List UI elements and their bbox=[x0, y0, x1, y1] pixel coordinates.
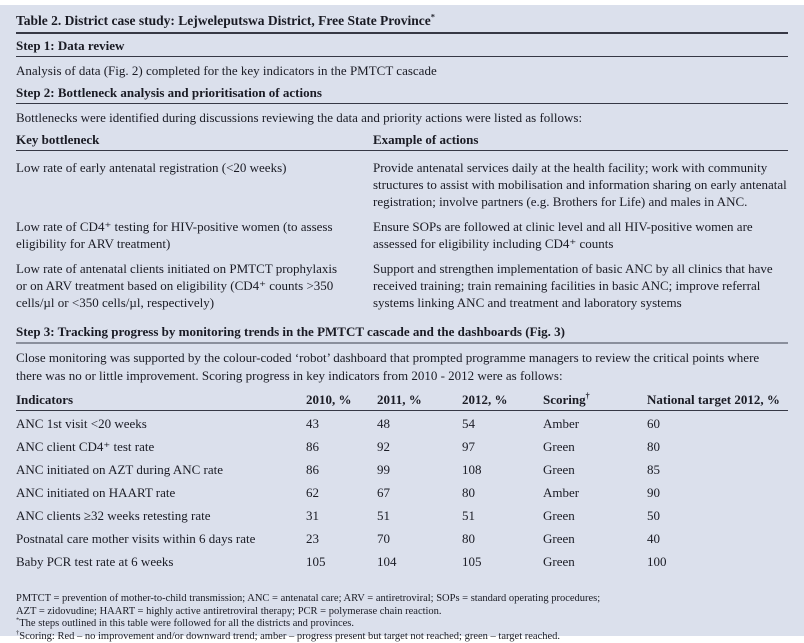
target-cell: 40 bbox=[647, 532, 788, 545]
value-2010: 86 bbox=[306, 463, 377, 476]
value-2012: 54 bbox=[462, 417, 543, 430]
value-2011: 67 bbox=[377, 486, 462, 499]
value-2010: 86 bbox=[306, 440, 377, 453]
step1-heading: Step 1: Data review bbox=[16, 34, 788, 57]
indicator-cell: ANC clients ≥32 weeks retesting rate bbox=[16, 509, 306, 522]
indicator-header-row bbox=[16, 389, 788, 411]
indicator-row bbox=[16, 549, 788, 572]
scoring-column-header: Scoring† bbox=[543, 393, 647, 407]
value-2012: 108 bbox=[462, 463, 543, 476]
bottleneck-row bbox=[16, 252, 788, 311]
indicator-row bbox=[16, 434, 788, 457]
step3-heading: Step 3: Tracking progress by monitoring trends in the PMTCT cascade and the dashboards (Fig. 3) bbox=[16, 319, 788, 344]
abbreviations-line-1: PMTCT = prevention of mother-to-child transmission; ANC = antenatal care; ARV = antiretroviral; SOPs = standard operating procedures; bbox=[16, 593, 788, 606]
abbreviations-line-2: AZT = zidovudine; HAART = highly active antiretroviral therapy; PCR = polymerase chain reaction. bbox=[16, 606, 788, 619]
footnote-steps: *The steps outlined in this table were followed for all the districts and provinces. bbox=[16, 618, 788, 631]
table-title bbox=[16, 5, 788, 34]
example-actions-header: Example of actions bbox=[373, 133, 788, 147]
indicator-cell: Postnatal care mother visits within 6 days rate bbox=[16, 532, 306, 545]
national-target-column-header: National target 2012, % bbox=[647, 393, 788, 407]
indicator-rows bbox=[16, 411, 788, 572]
key-bottleneck-header: Key bottleneck bbox=[16, 133, 373, 147]
target-cell: 60 bbox=[647, 417, 788, 430]
step1-body: Analysis of data (Fig. 2) completed for the key indicators in the PMTCT cascade bbox=[16, 57, 788, 83]
bottleneck-row bbox=[16, 210, 788, 252]
target-cell: 90 bbox=[647, 486, 788, 499]
indicator-cell: ANC client CD4⁺ test rate bbox=[16, 440, 306, 453]
indicators-column-header: Indicators bbox=[16, 393, 306, 407]
indicator-row bbox=[16, 480, 788, 503]
value-2010: 43 bbox=[306, 417, 377, 430]
bottleneck-cell: Low rate of CD4⁺ testing for HIV-positive women (to assess eligibility for ARV treatment) bbox=[16, 218, 373, 252]
value-2011: 99 bbox=[377, 463, 462, 476]
scoring-cell: Green bbox=[543, 463, 647, 476]
col-2011-header: 2011, % bbox=[377, 393, 462, 407]
target-cell: 80 bbox=[647, 440, 788, 453]
footnote-scoring-marker: † bbox=[16, 629, 19, 636]
scoring-cell: Amber bbox=[543, 486, 647, 499]
step3-intro: Close monitoring was supported by the colour-coded ‘robot’ dashboard that prompted programme managers to review the critical points where there was no or little improvement. Scoring progress in key indicators from 2010 - 2012 were as follows: bbox=[16, 344, 788, 389]
title-footnote-marker: * bbox=[431, 13, 435, 22]
value-2012: 51 bbox=[462, 509, 543, 522]
value-2012: 80 bbox=[462, 532, 543, 545]
value-2011: 104 bbox=[377, 555, 462, 568]
bottleneck-rows bbox=[16, 151, 788, 311]
scoring-cell: Green bbox=[543, 509, 647, 522]
indicator-cell: Baby PCR test rate at 6 weeks bbox=[16, 555, 306, 568]
value-2010: 62 bbox=[306, 486, 377, 499]
scoring-footnote-marker: † bbox=[586, 392, 590, 401]
target-cell: 85 bbox=[647, 463, 788, 476]
indicator-row bbox=[16, 411, 788, 434]
step2-heading: Step 2: Bottleneck analysis and prioritisation of actions bbox=[16, 83, 788, 104]
value-2010: 31 bbox=[306, 509, 377, 522]
table-title-text: Table 2. District case study: Lejweleputswa District, Free State Province bbox=[16, 13, 431, 28]
bottleneck-cell: Low rate of antenatal clients initiated on PMTCT prophylaxis or on ARV treatment based on eligibility (CD4⁺ counts >350 cells/µl or <350 cells/µl, respectively) bbox=[16, 260, 373, 311]
col-2012-header: 2012, % bbox=[462, 393, 543, 407]
scoring-cell: Green bbox=[543, 440, 647, 453]
scoring-cell: Green bbox=[543, 555, 647, 568]
indicator-cell: ANC initiated on AZT during ANC rate bbox=[16, 463, 306, 476]
col-2010-header: 2010, % bbox=[306, 393, 377, 407]
bottleneck-cell: Low rate of early antenatal registration (<20 weeks) bbox=[16, 159, 373, 210]
value-2012: 80 bbox=[462, 486, 543, 499]
bottleneck-row bbox=[16, 151, 788, 210]
value-2011: 51 bbox=[377, 509, 462, 522]
value-2010: 23 bbox=[306, 532, 377, 545]
value-2011: 70 bbox=[377, 532, 462, 545]
indicator-cell: ANC initiated on HAART rate bbox=[16, 486, 306, 499]
indicator-row bbox=[16, 503, 788, 526]
actions-cell: Provide antenatal services daily at the health facility; work with community structures to assist with mobilisation and information sharing on early antenatal registration; involve partners (e.g. Brothers for Life) and males in ANC. bbox=[373, 159, 788, 210]
indicator-cell: ANC 1st visit <20 weeks bbox=[16, 417, 306, 430]
value-2011: 48 bbox=[377, 417, 462, 430]
district-case-study-table bbox=[0, 5, 804, 636]
value-2011: 92 bbox=[377, 440, 462, 453]
actions-cell: Ensure SOPs are followed at clinic level and all HIV-positive women are assessed for eligibility including CD4⁺ counts bbox=[373, 218, 788, 252]
target-cell: 50 bbox=[647, 509, 788, 522]
value-2012: 105 bbox=[462, 555, 543, 568]
footnote-scoring: †Scoring: Red – no improvement and/or downward trend; amber – progress present but target not reached; green – target reached. bbox=[16, 631, 788, 643]
footnote-steps-marker: * bbox=[16, 617, 19, 624]
step2-intro: Bottlenecks were identified during discussions reviewing the data and priority actions were listed as follows: bbox=[16, 104, 788, 129]
indicator-row bbox=[16, 457, 788, 480]
scoring-cell: Green bbox=[543, 532, 647, 545]
target-cell: 100 bbox=[647, 555, 788, 568]
indicator-row bbox=[16, 526, 788, 549]
value-2010: 105 bbox=[306, 555, 377, 568]
scoring-cell: Amber bbox=[543, 417, 647, 430]
bottleneck-header-row bbox=[16, 129, 788, 151]
value-2012: 97 bbox=[462, 440, 543, 453]
actions-cell: Support and strengthen implementation of basic ANC by all clinics that have received training; train remaining facilities in basic ANC; improve referral systems linking ANC and treatment and laboratory systems bbox=[373, 260, 788, 311]
